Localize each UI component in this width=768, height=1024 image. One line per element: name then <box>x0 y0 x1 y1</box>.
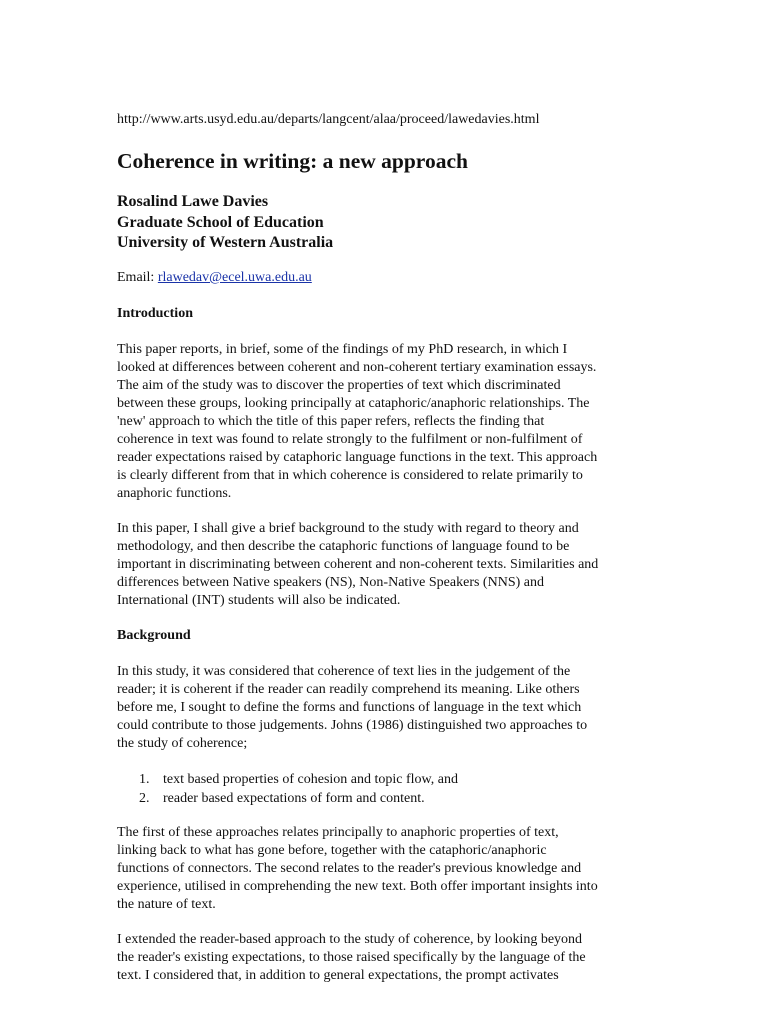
text-line: text. I considered that, in addition to general expectations, the prompt activates <box>117 968 559 983</box>
introduction-paragraph-1 <box>117 341 657 503</box>
text-line: linking back to what has gone before, together with the cataphoric/anaphoric <box>117 843 547 858</box>
background-paragraph-2 <box>117 824 657 914</box>
text-line: This paper reports, in brief, some of the findings of my PhD research, in which I <box>117 342 568 357</box>
list-item <box>139 770 458 789</box>
list-text: text based properties of cohesion and topic flow, and <box>163 772 458 787</box>
text-line: important in discriminating between coherent and non-coherent texts. Similarities and <box>117 557 599 572</box>
text-line: In this study, it was considered that coherence of text lies in the judgement of the <box>117 664 571 679</box>
source-url: http://www.arts.usyd.edu.au/departs/langcent/alaa/proceed/lawedavies.html <box>117 112 540 127</box>
text-line: differences between Native speakers (NS), Non-Native Speakers (NNS) and <box>117 575 544 590</box>
page-title: Coherence in writing: a new approach <box>117 149 468 173</box>
text-line: could contribute to those judgements. Johns (1986) distinguished two approaches to <box>117 718 588 733</box>
email-label: Email: <box>117 270 158 285</box>
list-item <box>139 789 458 808</box>
background-heading: Background <box>117 628 191 643</box>
author-name: Rosalind Lawe Davies <box>117 193 269 210</box>
text-line: methodology, and then describe the cataphoric functions of language found to be <box>117 539 570 554</box>
list-text: reader based expectations of form and content. <box>163 791 425 806</box>
author-university: University of Western Australia <box>117 234 334 251</box>
list-number: 1. <box>139 772 150 787</box>
text-line: before me, I sought to define the forms and functions of language in the text which <box>117 700 582 715</box>
text-line: functions of connectors. The second relates to the reader's previous knowledge and <box>117 861 582 876</box>
text-line: experience, utilised in comprehending the new text. Both offer important insights into <box>117 879 598 894</box>
text-line: is clearly different from that in which coherence is considered to relate primarily to <box>117 468 583 483</box>
author-school: Graduate School of Education <box>117 213 324 231</box>
list-number: 2. <box>139 791 150 806</box>
introduction-paragraph-2 <box>117 520 657 610</box>
text-line: coherence in text was found to relate strongly to the fulfilment or non-fulfilment of <box>117 432 583 447</box>
introduction-heading: Introduction <box>117 306 193 321</box>
text-line: The first of these approaches relates principally to anaphoric properties of text, <box>117 825 559 840</box>
email-line <box>117 269 312 287</box>
approaches-list <box>139 770 458 808</box>
text-line: the study of coherence; <box>117 736 248 751</box>
text-line: reader expectations raised by cataphoric language functions in the text. This approach <box>117 450 598 465</box>
text-line: the reader's existing expectations, to those raised specifically by the language of the <box>117 950 586 965</box>
text-line: looked at differences between coherent and non-coherent tertiary examination essays. <box>117 360 597 375</box>
background-paragraph-1 <box>117 663 657 753</box>
text-line: In this paper, I shall give a brief background to the study with regard to theory and <box>117 521 579 536</box>
text-line: International (INT) students will also be indicated. <box>117 593 401 608</box>
text-line: reader; it is coherent if the reader can readily comprehend its meaning. Like others <box>117 682 580 697</box>
text-line: The aim of the study was to discover the properties of text which discriminated <box>117 378 561 393</box>
text-line: between these groups, looking principally at cataphoric/anaphoric relationships. The <box>117 396 590 411</box>
email-link[interactable]: rlawedav@ecel.uwa.edu.au <box>157 270 312 285</box>
author-block <box>117 192 333 254</box>
background-paragraph-3 <box>117 931 657 985</box>
text-line: I extended the reader-based approach to the study of coherence, by looking beyond <box>117 932 583 947</box>
text-line: anaphoric functions. <box>117 486 232 501</box>
text-line: 'new' approach to which the title of this paper refers, reflects the finding that <box>117 414 545 429</box>
text-line: the nature of text. <box>117 897 216 912</box>
